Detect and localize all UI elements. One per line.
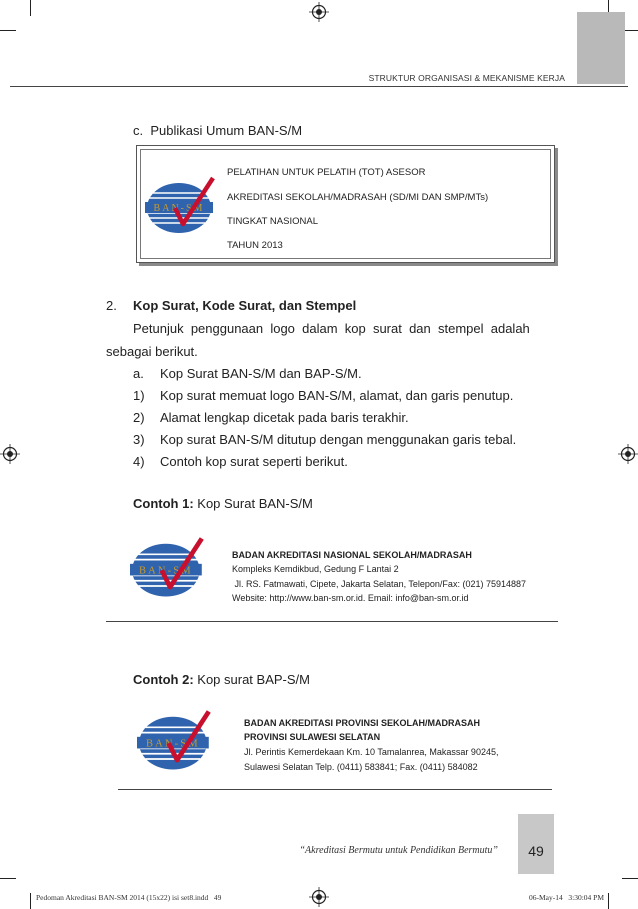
example-2-label-bold: Contoh 2: [133, 672, 194, 687]
registration-mark-icon [309, 2, 329, 22]
section-2-number: 2. [106, 298, 117, 313]
kop-2-line-1: BADAN AKREDITASI PROVINSI SEKOLAH/MADRASAH [244, 718, 481, 728]
crop-mark [30, 893, 31, 909]
registration-mark-icon [0, 444, 20, 464]
running-title: STRUKTUR ORGANISASI & MEKANISME KERJA [368, 73, 565, 83]
ban-sm-logo-icon [130, 535, 206, 599]
example-1-label [133, 493, 313, 514]
logo-text: BAN-SM [139, 565, 193, 577]
kop-1-line-3: Jl. RS. Fatmawati, Cipete, Jakarta Selatan, Telepon/Fax: (021) 75914887 [232, 579, 526, 589]
kop-2-line-3: Jl. Perintis Kemerdekaan Km. 10 Tamalanrea, Makassar 90245, [244, 747, 499, 757]
header-divider [10, 86, 628, 87]
header-tab [577, 12, 625, 84]
logo-text: BAN-SM [153, 203, 205, 214]
kop-2-closing-rule [118, 789, 552, 790]
crop-mark [608, 893, 609, 909]
ban-sm-logo-icon [137, 708, 213, 772]
list-item-text: Kop surat BAN-S/M ditutup dengan menggunakan garis tebal. [160, 432, 517, 447]
example-2-label-rest: Kop surat BAP-S/M [193, 672, 310, 687]
registration-mark-icon [618, 444, 638, 464]
kop-1-line-4: Website: http://www.ban-sm.or.id. Email: info@ban-sm.or.id [232, 593, 469, 603]
example-1-label-bold: Contoh 1: [133, 496, 194, 511]
slug-left: Pedoman Akreditasi BAN-SM 2014 (15x22) isi set8.indd 49 [36, 893, 222, 902]
list-item-text: Alamat lengkap dicetak pada baris terakhir. [160, 410, 409, 425]
section-2-intro-cont: sebagai berikut. [106, 344, 198, 359]
crop-mark [30, 0, 31, 16]
kop-1-closing-rule [106, 621, 558, 622]
kop-1-line-1: BADAN AKREDITASI NASIONAL SEKOLAH/MADRASAH [232, 550, 472, 560]
box-line-1: PELATIHAN UNTUK PELATIH (TOT) ASESOR [227, 167, 426, 178]
kop-2-line-2: PROVINSI SULAWESI SELATAN [244, 732, 381, 742]
example-1-label-rest: Kop Surat BAN-S/M [193, 496, 313, 511]
list-item-num: 4) [133, 454, 145, 469]
list-item-num: 3) [133, 432, 145, 447]
list-item-num: 1) [133, 388, 145, 403]
page-number: 49 [528, 843, 544, 859]
box-line-4: TAHUN 2013 [227, 240, 283, 251]
box-line-3: TINGKAT NASIONAL [227, 216, 318, 227]
list-item-num: 2) [133, 410, 145, 425]
ban-sm-logo-icon [145, 176, 217, 234]
example-2-label [133, 669, 310, 690]
list-item-text: Kop surat memuat logo BAN-S/M, alamat, dan garis penutup. [160, 388, 514, 403]
slug-right: 06-May-14 3:30:04 PM [529, 893, 604, 902]
section-2-intro: Petunjuk penggunaan logo dalam kop surat dan stempel adalah [133, 321, 530, 336]
crop-mark [622, 878, 638, 879]
footer-motto: “Akreditasi Bermutu untuk Pendidikan Bermutu” [299, 845, 498, 856]
list-item-num: a. [133, 366, 144, 381]
kop-2-line-4: Sulawesi Selatan Telp. (0411) 583841; Fax. (0411) 584082 [244, 762, 478, 772]
publication-box [136, 145, 555, 263]
section-c-heading: c. Publikasi Umum BAN-S/M [133, 123, 303, 138]
registration-mark-icon [309, 887, 329, 907]
box-line-2: AKREDITASI SEKOLAH/MADRASAH (SD/MI DAN SMP/MTs) [227, 192, 489, 203]
list-item-text: Kop Surat BAN-S/M dan BAP-S/M. [160, 366, 362, 381]
crop-mark [0, 878, 16, 879]
section-2-title: Kop Surat, Kode Surat, dan Stempel [133, 298, 357, 313]
crop-mark [0, 30, 16, 31]
kop-1-line-2: Kompleks Kemdikbud, Gedung F Lantai 2 [232, 564, 399, 574]
list-item-text: Contoh kop surat seperti berikut. [160, 454, 348, 469]
logo-text: BAN-SM [146, 738, 200, 750]
